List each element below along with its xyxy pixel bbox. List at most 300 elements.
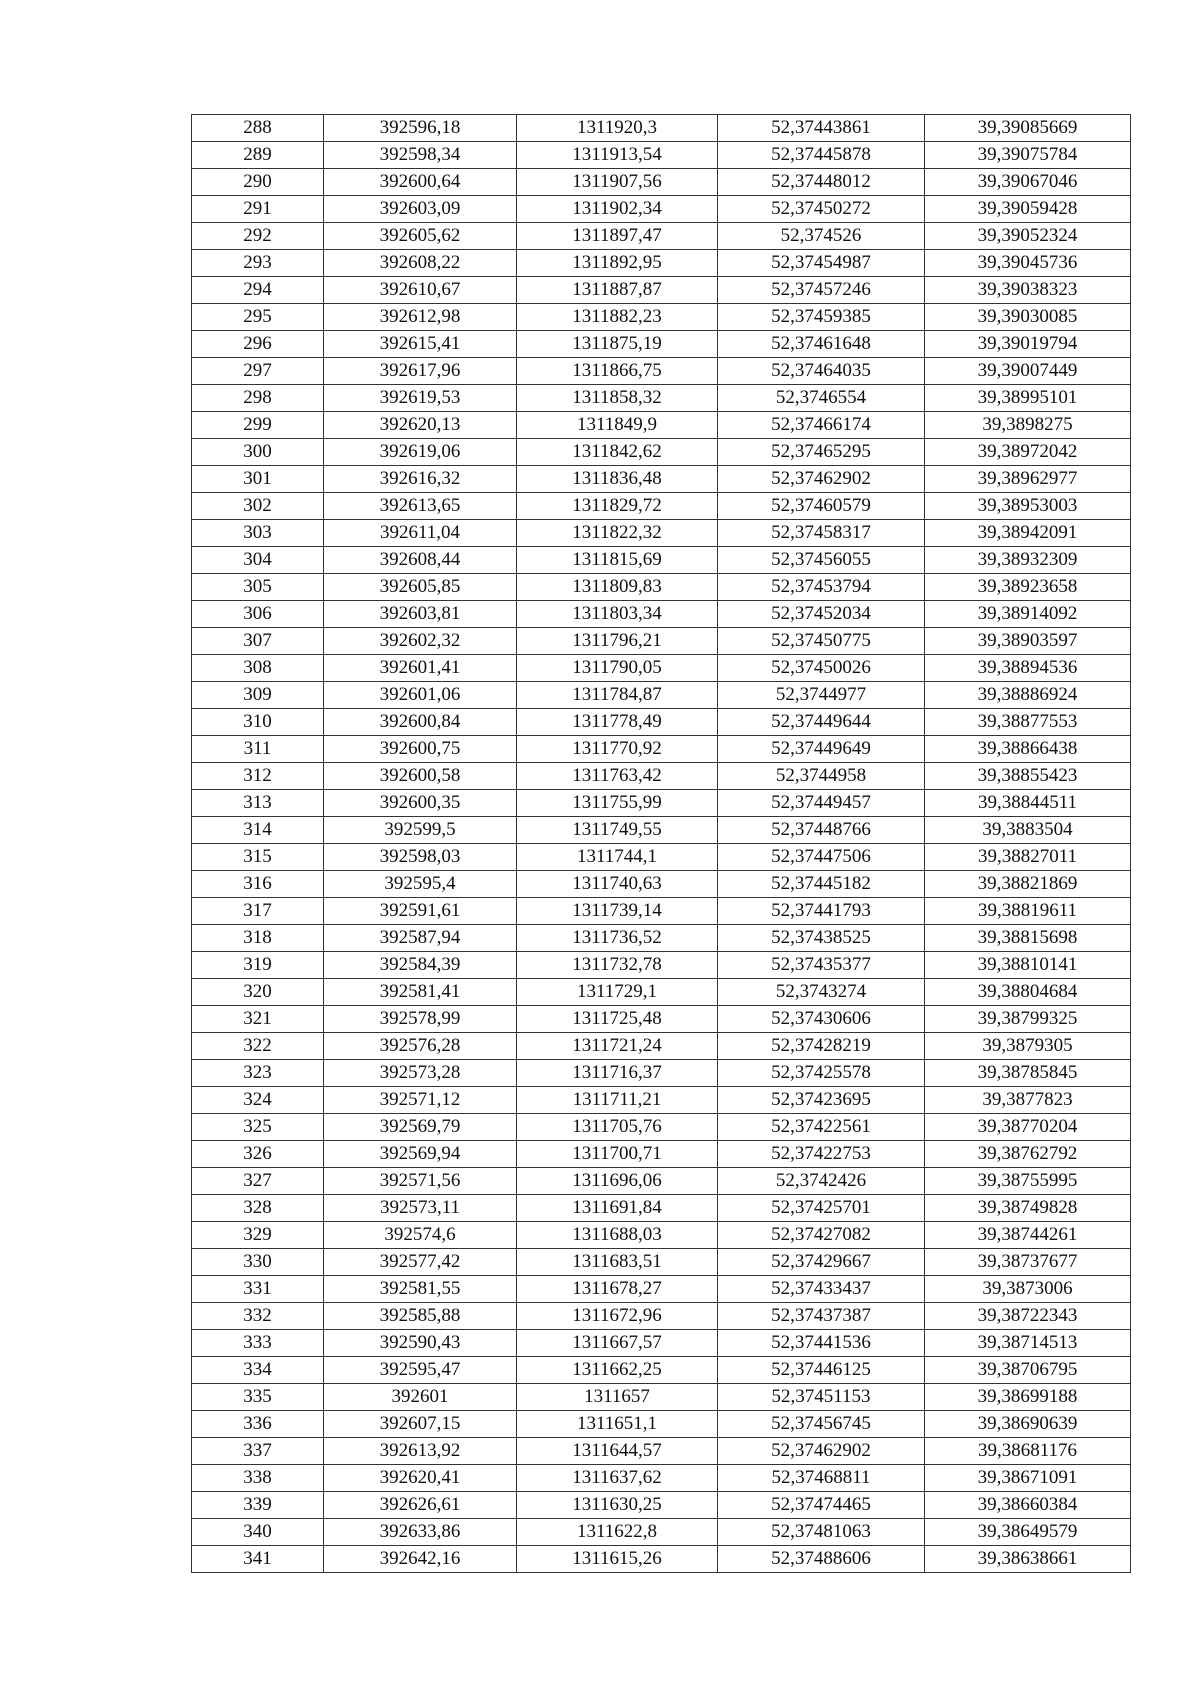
longitude-cell: 39,39007449 (925, 358, 1131, 385)
longitude-cell: 39,38995101 (925, 385, 1131, 412)
table-row (192, 574, 1131, 601)
table-row (192, 304, 1131, 331)
longitude-cell: 39,38755995 (925, 1168, 1131, 1195)
latitude-cell: 52,37449457 (718, 790, 925, 817)
table-row (192, 115, 1131, 142)
latitude-cell: 52,37441536 (718, 1330, 925, 1357)
table-row (192, 331, 1131, 358)
longitude-cell: 39,38770204 (925, 1114, 1131, 1141)
y-coordinate-cell: 1311866,75 (517, 358, 718, 385)
table-row (192, 358, 1131, 385)
table-row (192, 1303, 1131, 1330)
point-number-cell: 295 (192, 304, 324, 331)
point-number-cell: 324 (192, 1087, 324, 1114)
longitude-cell: 39,38844511 (925, 790, 1131, 817)
latitude-cell: 52,37462902 (718, 466, 925, 493)
table-row (192, 223, 1131, 250)
latitude-cell: 52,37456745 (718, 1411, 925, 1438)
longitude-cell: 39,39067046 (925, 169, 1131, 196)
x-coordinate-cell: 392612,98 (324, 304, 517, 331)
y-coordinate-cell: 1311822,32 (517, 520, 718, 547)
point-number-cell: 340 (192, 1519, 324, 1546)
x-coordinate-cell: 392610,67 (324, 277, 517, 304)
longitude-cell: 39,38942091 (925, 520, 1131, 547)
y-coordinate-cell: 1311644,57 (517, 1438, 718, 1465)
y-coordinate-cell: 1311729,1 (517, 979, 718, 1006)
table-row (192, 466, 1131, 493)
y-coordinate-cell: 1311815,69 (517, 547, 718, 574)
latitude-cell: 52,37462902 (718, 1438, 925, 1465)
longitude-cell: 39,39030085 (925, 304, 1131, 331)
y-coordinate-cell: 1311696,06 (517, 1168, 718, 1195)
table-row (192, 1357, 1131, 1384)
point-number-cell: 294 (192, 277, 324, 304)
x-coordinate-cell: 392605,85 (324, 574, 517, 601)
y-coordinate-cell: 1311778,49 (517, 709, 718, 736)
point-number-cell: 329 (192, 1222, 324, 1249)
latitude-cell: 52,37465295 (718, 439, 925, 466)
x-coordinate-cell: 392573,11 (324, 1195, 517, 1222)
point-number-cell: 332 (192, 1303, 324, 1330)
x-coordinate-cell: 392598,34 (324, 142, 517, 169)
point-number-cell: 314 (192, 817, 324, 844)
longitude-cell: 39,38638661 (925, 1546, 1131, 1573)
longitude-cell: 39,38681176 (925, 1438, 1131, 1465)
point-number-cell: 308 (192, 655, 324, 682)
x-coordinate-cell: 392600,64 (324, 169, 517, 196)
y-coordinate-cell: 1311725,48 (517, 1006, 718, 1033)
y-coordinate-cell: 1311622,8 (517, 1519, 718, 1546)
longitude-cell: 39,39075784 (925, 142, 1131, 169)
latitude-cell: 52,37425578 (718, 1060, 925, 1087)
x-coordinate-cell: 392619,06 (324, 439, 517, 466)
latitude-cell: 52,37459385 (718, 304, 925, 331)
latitude-cell: 52,3743274 (718, 979, 925, 1006)
longitude-cell: 39,38744261 (925, 1222, 1131, 1249)
longitude-cell: 39,38903597 (925, 628, 1131, 655)
x-coordinate-cell: 392584,39 (324, 952, 517, 979)
latitude-cell: 52,3746554 (718, 385, 925, 412)
y-coordinate-cell: 1311672,96 (517, 1303, 718, 1330)
point-number-cell: 313 (192, 790, 324, 817)
latitude-cell: 52,37448012 (718, 169, 925, 196)
point-number-cell: 299 (192, 412, 324, 439)
x-coordinate-cell: 392611,04 (324, 520, 517, 547)
y-coordinate-cell: 1311700,71 (517, 1141, 718, 1168)
point-number-cell: 301 (192, 466, 324, 493)
table-row (192, 1033, 1131, 1060)
y-coordinate-cell: 1311907,56 (517, 169, 718, 196)
x-coordinate-cell: 392608,44 (324, 547, 517, 574)
latitude-cell: 52,37453794 (718, 574, 925, 601)
x-coordinate-cell: 392598,03 (324, 844, 517, 871)
latitude-cell: 52,37445182 (718, 871, 925, 898)
longitude-cell: 39,38877553 (925, 709, 1131, 736)
latitude-cell: 52,37422753 (718, 1141, 925, 1168)
longitude-cell: 39,38810141 (925, 952, 1131, 979)
latitude-cell: 52,37468811 (718, 1465, 925, 1492)
y-coordinate-cell: 1311882,23 (517, 304, 718, 331)
y-coordinate-cell: 1311913,54 (517, 142, 718, 169)
point-number-cell: 338 (192, 1465, 324, 1492)
table-row (192, 250, 1131, 277)
table-row (192, 412, 1131, 439)
y-coordinate-cell: 1311784,87 (517, 682, 718, 709)
x-coordinate-cell: 392613,65 (324, 493, 517, 520)
point-number-cell: 296 (192, 331, 324, 358)
x-coordinate-cell: 392569,79 (324, 1114, 517, 1141)
table-row (192, 385, 1131, 412)
latitude-cell: 52,37427082 (718, 1222, 925, 1249)
x-coordinate-cell: 392595,4 (324, 871, 517, 898)
table-row (192, 844, 1131, 871)
latitude-cell: 52,37452034 (718, 601, 925, 628)
latitude-cell: 52,37448766 (718, 817, 925, 844)
table-row (192, 871, 1131, 898)
table-row (192, 1330, 1131, 1357)
table-row (192, 601, 1131, 628)
x-coordinate-cell: 392601,41 (324, 655, 517, 682)
latitude-cell: 52,37425701 (718, 1195, 925, 1222)
y-coordinate-cell: 1311920,3 (517, 115, 718, 142)
point-number-cell: 323 (192, 1060, 324, 1087)
longitude-cell: 39,38932309 (925, 547, 1131, 574)
table-row (192, 142, 1131, 169)
point-number-cell: 312 (192, 763, 324, 790)
table-row (192, 547, 1131, 574)
point-number-cell: 297 (192, 358, 324, 385)
x-coordinate-cell: 392571,56 (324, 1168, 517, 1195)
table-row (192, 1492, 1131, 1519)
longitude-cell: 39,39038323 (925, 277, 1131, 304)
y-coordinate-cell: 1311849,9 (517, 412, 718, 439)
latitude-cell: 52,3742426 (718, 1168, 925, 1195)
latitude-cell: 52,37441793 (718, 898, 925, 925)
longitude-cell: 39,38894536 (925, 655, 1131, 682)
longitude-cell: 39,39019794 (925, 331, 1131, 358)
latitude-cell: 52,37488606 (718, 1546, 925, 1573)
table-row (192, 979, 1131, 1006)
table-row (192, 1168, 1131, 1195)
point-number-cell: 304 (192, 547, 324, 574)
point-number-cell: 288 (192, 115, 324, 142)
point-number-cell: 330 (192, 1249, 324, 1276)
y-coordinate-cell: 1311892,95 (517, 250, 718, 277)
y-coordinate-cell: 1311615,26 (517, 1546, 718, 1573)
table-row (192, 1384, 1131, 1411)
x-coordinate-cell: 392587,94 (324, 925, 517, 952)
point-number-cell: 325 (192, 1114, 324, 1141)
x-coordinate-cell: 392602,32 (324, 628, 517, 655)
y-coordinate-cell: 1311651,1 (517, 1411, 718, 1438)
table-row (192, 817, 1131, 844)
y-coordinate-cell: 1311683,51 (517, 1249, 718, 1276)
longitude-cell: 39,39052324 (925, 223, 1131, 250)
y-coordinate-cell: 1311763,42 (517, 763, 718, 790)
point-number-cell: 322 (192, 1033, 324, 1060)
table-row (192, 790, 1131, 817)
y-coordinate-cell: 1311755,99 (517, 790, 718, 817)
point-number-cell: 310 (192, 709, 324, 736)
longitude-cell: 39,38855423 (925, 763, 1131, 790)
table-row (192, 1222, 1131, 1249)
point-number-cell: 335 (192, 1384, 324, 1411)
latitude-cell: 52,37443861 (718, 115, 925, 142)
x-coordinate-cell: 392600,35 (324, 790, 517, 817)
y-coordinate-cell: 1311842,62 (517, 439, 718, 466)
longitude-cell: 39,38714513 (925, 1330, 1131, 1357)
y-coordinate-cell: 1311770,92 (517, 736, 718, 763)
x-coordinate-cell: 392576,28 (324, 1033, 517, 1060)
y-coordinate-cell: 1311691,84 (517, 1195, 718, 1222)
table-row (192, 1141, 1131, 1168)
longitude-cell: 39,38914092 (925, 601, 1131, 628)
latitude-cell: 52,37464035 (718, 358, 925, 385)
point-number-cell: 307 (192, 628, 324, 655)
latitude-cell: 52,37433437 (718, 1276, 925, 1303)
point-number-cell: 291 (192, 196, 324, 223)
x-coordinate-cell: 392590,43 (324, 1330, 517, 1357)
x-coordinate-cell: 392616,32 (324, 466, 517, 493)
table-row (192, 493, 1131, 520)
longitude-cell: 39,38671091 (925, 1465, 1131, 1492)
point-number-cell: 289 (192, 142, 324, 169)
y-coordinate-cell: 1311744,1 (517, 844, 718, 871)
point-number-cell: 328 (192, 1195, 324, 1222)
table-row (192, 1519, 1131, 1546)
point-number-cell: 300 (192, 439, 324, 466)
latitude-cell: 52,37461648 (718, 331, 925, 358)
longitude-cell: 39,38762792 (925, 1141, 1131, 1168)
latitude-cell: 52,37474465 (718, 1492, 925, 1519)
y-coordinate-cell: 1311678,27 (517, 1276, 718, 1303)
point-number-cell: 341 (192, 1546, 324, 1573)
y-coordinate-cell: 1311749,55 (517, 817, 718, 844)
x-coordinate-cell: 392620,41 (324, 1465, 517, 1492)
longitude-cell: 39,38799325 (925, 1006, 1131, 1033)
point-number-cell: 318 (192, 925, 324, 952)
point-number-cell: 306 (192, 601, 324, 628)
latitude-cell: 52,37429667 (718, 1249, 925, 1276)
y-coordinate-cell: 1311732,78 (517, 952, 718, 979)
y-coordinate-cell: 1311829,72 (517, 493, 718, 520)
x-coordinate-cell: 392591,61 (324, 898, 517, 925)
longitude-cell: 39,38972042 (925, 439, 1131, 466)
point-number-cell: 331 (192, 1276, 324, 1303)
longitude-cell: 39,38722343 (925, 1303, 1131, 1330)
y-coordinate-cell: 1311716,37 (517, 1060, 718, 1087)
point-number-cell: 292 (192, 223, 324, 250)
x-coordinate-cell: 392605,62 (324, 223, 517, 250)
latitude-cell: 52,37449649 (718, 736, 925, 763)
coordinates-table-body (192, 115, 1131, 1573)
table-row (192, 682, 1131, 709)
latitude-cell: 52,37445878 (718, 142, 925, 169)
y-coordinate-cell: 1311902,34 (517, 196, 718, 223)
table-row (192, 925, 1131, 952)
x-coordinate-cell: 392601,06 (324, 682, 517, 709)
point-number-cell: 315 (192, 844, 324, 871)
longitude-cell: 39,38962977 (925, 466, 1131, 493)
y-coordinate-cell: 1311836,48 (517, 466, 718, 493)
table-row (192, 628, 1131, 655)
x-coordinate-cell: 392619,53 (324, 385, 517, 412)
y-coordinate-cell: 1311809,83 (517, 574, 718, 601)
latitude-cell: 52,37456055 (718, 547, 925, 574)
longitude-cell: 39,38706795 (925, 1357, 1131, 1384)
point-number-cell: 317 (192, 898, 324, 925)
y-coordinate-cell: 1311739,14 (517, 898, 718, 925)
x-coordinate-cell: 392607,15 (324, 1411, 517, 1438)
y-coordinate-cell: 1311790,05 (517, 655, 718, 682)
y-coordinate-cell: 1311637,62 (517, 1465, 718, 1492)
y-coordinate-cell: 1311740,63 (517, 871, 718, 898)
latitude-cell: 52,37454987 (718, 250, 925, 277)
x-coordinate-cell: 392642,16 (324, 1546, 517, 1573)
longitude-cell: 39,3883504 (925, 817, 1131, 844)
x-coordinate-cell: 392581,55 (324, 1276, 517, 1303)
y-coordinate-cell: 1311721,24 (517, 1033, 718, 1060)
table-row (192, 1546, 1131, 1573)
y-coordinate-cell: 1311736,52 (517, 925, 718, 952)
point-number-cell: 333 (192, 1330, 324, 1357)
longitude-cell: 39,38660384 (925, 1492, 1131, 1519)
table-row (192, 1465, 1131, 1492)
longitude-cell: 39,38737677 (925, 1249, 1131, 1276)
point-number-cell: 336 (192, 1411, 324, 1438)
latitude-cell: 52,37451153 (718, 1384, 925, 1411)
x-coordinate-cell: 392600,84 (324, 709, 517, 736)
coordinates-table (191, 114, 1131, 1573)
point-number-cell: 298 (192, 385, 324, 412)
x-coordinate-cell: 392600,58 (324, 763, 517, 790)
x-coordinate-cell: 392595,47 (324, 1357, 517, 1384)
x-coordinate-cell: 392574,6 (324, 1222, 517, 1249)
longitude-cell: 39,38866438 (925, 736, 1131, 763)
x-coordinate-cell: 392603,09 (324, 196, 517, 223)
point-number-cell: 320 (192, 979, 324, 1006)
point-number-cell: 339 (192, 1492, 324, 1519)
point-number-cell: 290 (192, 169, 324, 196)
x-coordinate-cell: 392613,92 (324, 1438, 517, 1465)
x-coordinate-cell: 392615,41 (324, 331, 517, 358)
longitude-cell: 39,39045736 (925, 250, 1131, 277)
longitude-cell: 39,38804684 (925, 979, 1131, 1006)
longitude-cell: 39,38821869 (925, 871, 1131, 898)
point-number-cell: 327 (192, 1168, 324, 1195)
y-coordinate-cell: 1311858,32 (517, 385, 718, 412)
table-row (192, 1195, 1131, 1222)
longitude-cell: 39,38827011 (925, 844, 1131, 871)
x-coordinate-cell: 392578,99 (324, 1006, 517, 1033)
table-row (192, 763, 1131, 790)
point-number-cell: 303 (192, 520, 324, 547)
longitude-cell: 39,39059428 (925, 196, 1131, 223)
latitude-cell: 52,37422561 (718, 1114, 925, 1141)
point-number-cell: 305 (192, 574, 324, 601)
y-coordinate-cell: 1311667,57 (517, 1330, 718, 1357)
table-row (192, 736, 1131, 763)
table-row (192, 169, 1131, 196)
x-coordinate-cell: 392600,75 (324, 736, 517, 763)
latitude-cell: 52,37450026 (718, 655, 925, 682)
latitude-cell: 52,37447506 (718, 844, 925, 871)
latitude-cell: 52,37458317 (718, 520, 925, 547)
y-coordinate-cell: 1311662,25 (517, 1357, 718, 1384)
latitude-cell: 52,37460579 (718, 493, 925, 520)
y-coordinate-cell: 1311705,76 (517, 1114, 718, 1141)
latitude-cell: 52,37449644 (718, 709, 925, 736)
x-coordinate-cell: 392569,94 (324, 1141, 517, 1168)
y-coordinate-cell: 1311711,21 (517, 1087, 718, 1114)
longitude-cell: 39,3873006 (925, 1276, 1131, 1303)
y-coordinate-cell: 1311875,19 (517, 331, 718, 358)
table-row (192, 1411, 1131, 1438)
table-row (192, 1276, 1131, 1303)
y-coordinate-cell: 1311796,21 (517, 628, 718, 655)
table-row (192, 1060, 1131, 1087)
latitude-cell: 52,37435377 (718, 952, 925, 979)
table-row (192, 1114, 1131, 1141)
latitude-cell: 52,374526 (718, 223, 925, 250)
longitude-cell: 39,38886924 (925, 682, 1131, 709)
latitude-cell: 52,37430606 (718, 1006, 925, 1033)
latitude-cell: 52,37428219 (718, 1033, 925, 1060)
table-row (192, 196, 1131, 223)
table-row (192, 655, 1131, 682)
latitude-cell: 52,37450272 (718, 196, 925, 223)
latitude-cell: 52,37423695 (718, 1087, 925, 1114)
y-coordinate-cell: 1311657 (517, 1384, 718, 1411)
longitude-cell: 39,38819611 (925, 898, 1131, 925)
latitude-cell: 52,37450775 (718, 628, 925, 655)
latitude-cell: 52,37438525 (718, 925, 925, 952)
latitude-cell: 52,37446125 (718, 1357, 925, 1384)
y-coordinate-cell: 1311803,34 (517, 601, 718, 628)
latitude-cell: 52,37466174 (718, 412, 925, 439)
y-coordinate-cell: 1311630,25 (517, 1492, 718, 1519)
x-coordinate-cell: 392617,96 (324, 358, 517, 385)
x-coordinate-cell: 392599,5 (324, 817, 517, 844)
table-row (192, 520, 1131, 547)
longitude-cell: 39,3898275 (925, 412, 1131, 439)
x-coordinate-cell: 392626,61 (324, 1492, 517, 1519)
x-coordinate-cell: 392581,41 (324, 979, 517, 1006)
table-row (192, 709, 1131, 736)
y-coordinate-cell: 1311688,03 (517, 1222, 718, 1249)
table-row (192, 1249, 1131, 1276)
x-coordinate-cell: 392573,28 (324, 1060, 517, 1087)
latitude-cell: 52,37481063 (718, 1519, 925, 1546)
latitude-cell: 52,3744958 (718, 763, 925, 790)
longitude-cell: 39,38953003 (925, 493, 1131, 520)
longitude-cell: 39,38690639 (925, 1411, 1131, 1438)
longitude-cell: 39,39085669 (925, 115, 1131, 142)
longitude-cell: 39,38749828 (925, 1195, 1131, 1222)
point-number-cell: 334 (192, 1357, 324, 1384)
point-number-cell: 337 (192, 1438, 324, 1465)
longitude-cell: 39,3879305 (925, 1033, 1131, 1060)
x-coordinate-cell: 392608,22 (324, 250, 517, 277)
point-number-cell: 309 (192, 682, 324, 709)
longitude-cell: 39,38785845 (925, 1060, 1131, 1087)
x-coordinate-cell: 392603,81 (324, 601, 517, 628)
table-row (192, 952, 1131, 979)
table-row (192, 1087, 1131, 1114)
point-number-cell: 311 (192, 736, 324, 763)
longitude-cell: 39,38815698 (925, 925, 1131, 952)
longitude-cell: 39,38649579 (925, 1519, 1131, 1546)
